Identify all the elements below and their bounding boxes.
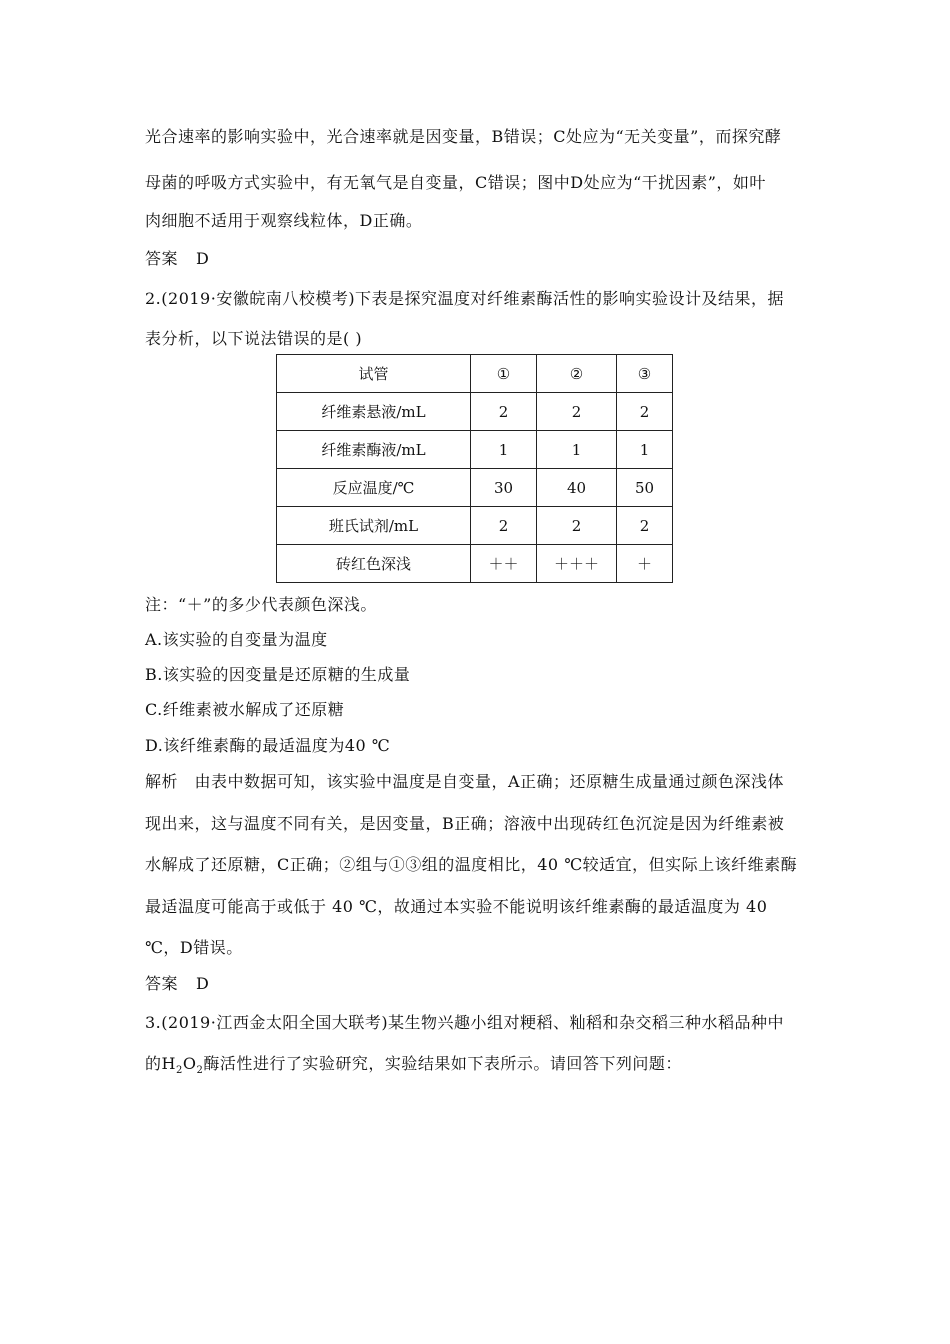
text-line: 母菌的呼吸方式实验中，有无氧气是自变量，C错误；图中D处应为“干扰因素”，如叶: [145, 173, 766, 192]
answer-label: 答案: [145, 974, 179, 993]
option-d: D.该纤维素酶的最适温度为40 ℃: [145, 736, 391, 755]
table-cell: ＋＋: [471, 545, 537, 583]
table-cell: 2: [471, 393, 537, 431]
table-cell: ＋＋＋: [537, 545, 617, 583]
option-a: A.该实验的自变量为温度: [145, 630, 328, 649]
table-row: [277, 393, 673, 431]
table-cell: 2: [617, 507, 673, 545]
table-cell: 2: [537, 393, 617, 431]
table-cell: 纤维素酶液/mL: [277, 431, 471, 469]
question-stem: 表分析，以下说法错误的是( ): [145, 329, 363, 348]
text-line: 肉细胞不适用于观察线粒体，D正确。: [145, 211, 423, 230]
table-row: [277, 469, 673, 507]
table-cell: 1: [537, 431, 617, 469]
question-stem: 3.(2019·江西金太阳全国大联考)某生物兴趣小组对粳稻、籼稻和杂交稻三种水稻品种中: [145, 1013, 785, 1032]
analysis-line: ℃，D错误。: [145, 938, 243, 957]
table-cell: 砖红色深浅: [277, 545, 471, 583]
table-cell: 班氏试剂/mL: [277, 507, 471, 545]
table-header-cell: ③: [617, 355, 673, 393]
table-cell: 1: [617, 431, 673, 469]
table-cell: 2: [537, 507, 617, 545]
stem-text: 的H: [145, 1054, 176, 1073]
analysis-line: 水解成了还原糖，C正确；②组与①③组的温度相比，40 ℃较适宜，但实际上该纤维素酶: [145, 855, 798, 874]
table-cell: ＋: [617, 545, 673, 583]
table-row: [277, 545, 673, 583]
table-header-cell: 试管: [277, 355, 471, 393]
table-cell: 2: [471, 507, 537, 545]
table-header-row: [277, 355, 673, 393]
answer-label: 答案: [145, 249, 179, 268]
analysis-line: 解析 由表中数据可知，该实验中温度是自变量，A正确；还原糖生成量通过颜色深浅体: [145, 772, 785, 791]
table-row: [277, 507, 673, 545]
table-cell: 反应温度/℃: [277, 469, 471, 507]
table-cell: 纤维素悬液/mL: [277, 393, 471, 431]
table-header-cell: ①: [471, 355, 537, 393]
question-stem: 2.(2019·安徽皖南八校模考)下表是探究温度对纤维素酶活性的影响实验设计及结果，据: [145, 289, 785, 308]
table-cell: 30: [471, 469, 537, 507]
subscript: 2: [196, 1065, 204, 1077]
table-cell: 40: [537, 469, 617, 507]
table-header-cell: ②: [537, 355, 617, 393]
answer-value: D: [196, 974, 210, 993]
table-cell: 50: [617, 469, 673, 507]
table-cell: 1: [471, 431, 537, 469]
answer-value: D: [196, 249, 210, 268]
experiment-table: [276, 354, 673, 583]
stem-text: 酶活性进行了实验研究，实验结果如下表所示。请回答下列问题：: [203, 1054, 682, 1073]
option-b: B.该实验的因变量是还原糖的生成量: [145, 665, 411, 684]
option-c: C.纤维素被水解成了还原糖: [145, 700, 345, 719]
question-stem: [145, 1051, 682, 1076]
stem-text: O: [182, 1054, 197, 1073]
text-line: 光合速率的影响实验中，光合速率就是因变量，B错误；C处应为“无关变量”，而探究酵: [145, 127, 782, 146]
analysis-line: 现出来，这与温度不同有关，是因变量，B正确；溶液中出现砖红色沉淀是因为纤维素被: [145, 814, 785, 833]
prev-answer: [145, 246, 209, 269]
q2-answer: [145, 971, 209, 994]
analysis-line: 最适温度可能高于或低于 40 ℃，故通过本实验不能说明该纤维素酶的最适温度为 40: [145, 897, 768, 916]
table-cell: 2: [617, 393, 673, 431]
subscript: 2: [175, 1065, 183, 1077]
table-row: [277, 431, 673, 469]
table-note: 注：“＋”的多少代表颜色深浅。: [145, 595, 377, 614]
